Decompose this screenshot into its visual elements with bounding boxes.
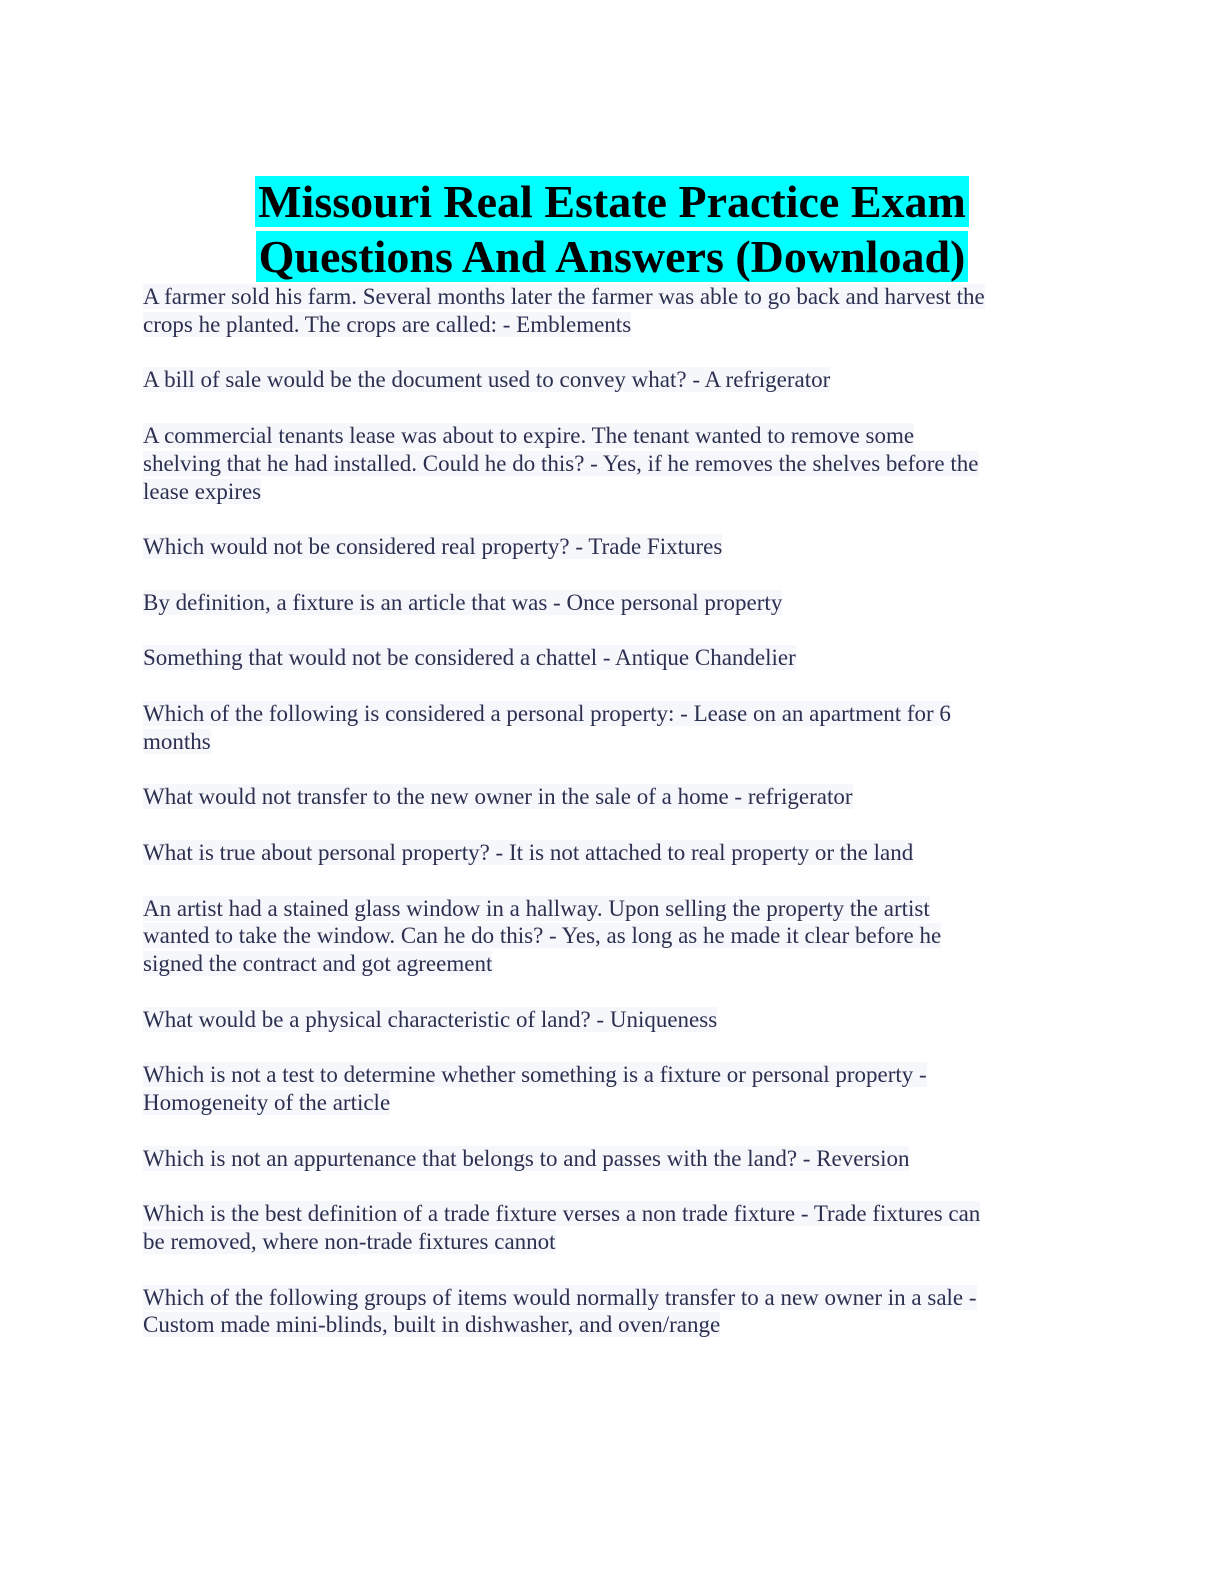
qa-line xyxy=(143,422,1103,450)
qa-line-text: A bill of sale would be the document used to convey what? - A refrigerator xyxy=(143,367,831,393)
qa-item xyxy=(143,422,1103,505)
qa-line-text: Which is the best definition of a trade fixture verses a non trade fixture - Trade fixtures can xyxy=(143,1201,981,1227)
qa-line xyxy=(143,1200,1103,1228)
title-line xyxy=(0,174,1224,230)
qa-line xyxy=(143,922,1103,950)
qa-item xyxy=(143,366,1103,394)
qa-line xyxy=(143,895,1103,923)
qa-line-text: Something that would not be considered a chattel - Antique Chandelier xyxy=(143,645,796,671)
qa-line xyxy=(143,1006,1103,1034)
qa-item xyxy=(143,1006,1103,1034)
qa-item xyxy=(143,1200,1103,1256)
qa-line-text: Which is not an appurtenance that belongs to and passes with the land? - Reversion xyxy=(143,1145,910,1171)
qa-item xyxy=(143,1061,1103,1117)
qa-line-text: signed the contract and got agreement xyxy=(143,951,493,977)
qa-line xyxy=(143,478,1103,506)
qa-item xyxy=(143,783,1103,811)
qa-list xyxy=(143,283,1103,1367)
qa-line xyxy=(143,283,1103,311)
qa-line xyxy=(143,1061,1103,1089)
qa-line-text: Which of the following groups of items would normally transfer to a new owner in a sale - xyxy=(143,1284,977,1310)
qa-line-text: Which would not be considered real property? - Trade Fixtures xyxy=(143,534,723,560)
qa-item xyxy=(143,283,1103,339)
qa-line xyxy=(143,533,1103,561)
qa-line xyxy=(143,1284,1103,1312)
qa-line-text: A farmer sold his farm. Several months later the farmer was able to go back and harvest the xyxy=(143,284,985,309)
qa-line-text: crops he planted. The crops are called: - Emblements xyxy=(143,311,632,337)
qa-line-text: Which is not a test to determine whether something is a fixture or personal property - xyxy=(143,1062,927,1088)
title-line-text: Missouri Real Estate Practice Exam xyxy=(255,176,969,227)
qa-line xyxy=(143,728,1103,756)
qa-line-text: By definition, a fixture is an article that was - Once personal property xyxy=(143,589,783,615)
qa-item xyxy=(143,533,1103,561)
qa-line xyxy=(143,589,1103,617)
document-title xyxy=(0,174,1224,285)
qa-item xyxy=(143,589,1103,617)
qa-item xyxy=(143,839,1103,867)
qa-line xyxy=(143,1145,1103,1173)
qa-line xyxy=(143,366,1103,394)
qa-line xyxy=(143,311,1103,339)
qa-line-text: Custom made mini-blinds, built in dishwasher, and oven/range xyxy=(143,1312,721,1338)
qa-item xyxy=(143,1284,1103,1340)
qa-line-text: An artist had a stained glass window in a hallway. Upon selling the property the artist xyxy=(143,895,930,921)
qa-line xyxy=(143,700,1103,728)
qa-item xyxy=(143,895,1103,978)
qa-item xyxy=(143,1145,1103,1173)
title-line-text: Questions And Answers (Download) xyxy=(256,231,969,282)
qa-line-text: months xyxy=(143,728,211,754)
qa-line-text: A commercial tenants lease was about to expire. The tenant wanted to remove some xyxy=(143,422,915,448)
qa-line xyxy=(143,950,1103,978)
qa-line-text: Homogeneity of the article xyxy=(143,1090,391,1116)
qa-line-text: wanted to take the window. Can he do this? - Yes, as long as he made it clear before he xyxy=(143,923,942,949)
qa-line-text: be removed, where non-trade fixtures cannot xyxy=(143,1229,556,1255)
qa-line xyxy=(143,1311,1103,1339)
qa-line xyxy=(143,644,1103,672)
qa-line xyxy=(143,1228,1103,1256)
qa-line-text: shelving that he had installed. Could he do this? - Yes, if he removes the shelves before the xyxy=(143,450,979,476)
qa-line xyxy=(143,783,1103,811)
qa-line xyxy=(143,839,1103,867)
qa-line-text: Which of the following is considered a personal property: - Lease on an apartment for 6 xyxy=(143,700,951,726)
qa-line-text: What is true about personal property? - It is not attached to real property or the land xyxy=(143,839,914,865)
qa-item xyxy=(143,644,1103,672)
qa-line-text: lease expires xyxy=(143,478,262,504)
title-line xyxy=(0,229,1224,285)
qa-line-text: What would be a physical characteristic of land? - Uniqueness xyxy=(143,1006,718,1032)
qa-item xyxy=(143,700,1103,756)
qa-line-text: What would not transfer to the new owner in the sale of a home - refrigerator xyxy=(143,784,853,810)
qa-line xyxy=(143,450,1103,478)
qa-line xyxy=(143,1089,1103,1117)
